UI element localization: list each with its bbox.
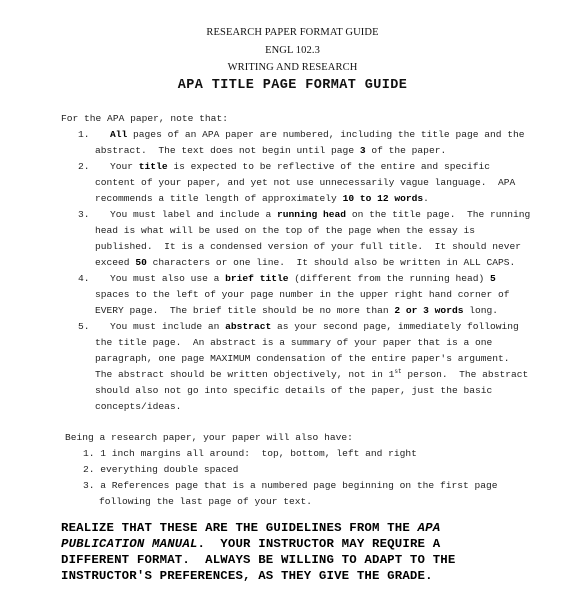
line-text: recommends a title length of approximately [95,193,343,204]
header-course-guide: RESEARCH PAPER FORMAT GUIDE [206,27,379,38]
line-text: as your second page, immediately following [271,321,519,332]
research-intro: Being a research paper, your paper will also have: [65,432,353,443]
line-text: The abstract should be written objectively, not in 1 [95,369,395,380]
research-item-1: 1. 1 inch margins all around: top, bottom, left and right [83,448,417,459]
notice-line: INSTRUCTOR'S PREFERENCES, AS THEY GIVE THE GRADE. [61,569,433,583]
line-text: long. [463,305,499,316]
line-text: . [423,193,429,204]
list-line: should also not go into specific details of the paper, just the basic [95,385,493,396]
emphasis-text: title [138,161,168,172]
line-text: EVERY page. The brief title should be no more than [95,305,395,316]
list-line [95,257,515,268]
emphasis-text: All [110,129,128,140]
emphasis-text: 5 [490,273,496,284]
line-text: of the paper. [365,145,447,156]
list-line [95,145,446,156]
notice-text: . YOUR INSTRUCTOR MAY REQUIRE A [197,537,441,551]
list-number: 4. [78,273,90,284]
header-course-name: WRITING AND RESEARCH [227,62,358,73]
list-line [95,369,528,380]
line-text: person. The abstract [401,369,529,380]
list-line [110,209,530,220]
list-line: published. It is a condensed version of your full title. It should never [95,241,522,252]
list-line [95,305,498,316]
page-title: APA TITLE PAGE FORMAT GUIDE [177,78,408,93]
list-line: content of your paper, and yet not use unnecessarily vague language. APA [95,177,516,188]
list-line [110,273,496,284]
line-text: is expected to be reflective of the entire and specific [167,161,490,172]
list-line [95,193,429,204]
line-text: You must also use a [110,273,226,284]
notice-text: REALIZE THAT THESE ARE THE GUIDELINES FROM THE [61,521,418,535]
list-line: spaces to the left of your page number in the upper right hand corner of [95,289,510,300]
research-item-3: 3. a References page that is a numbered page beginning on the first page [83,480,498,491]
line-text: on the title page. The running [346,209,531,220]
notice-line [61,537,440,551]
notice-italic-text: APA [417,521,441,535]
list-line [110,321,519,332]
header-course-code: ENGL 102.3 [265,45,320,56]
research-item-3-cont: following the last page of your text. [99,496,313,507]
list-line: paragraph, one page MAXIMUM condensation of the entire paper's argument. [95,353,510,364]
list-number: 1. [78,129,90,140]
list-number: 5. [78,321,90,332]
emphasis-text: running head [276,209,347,220]
notice-line: DIFFERENT FORMAT. ALWAYS BE WILLING TO ADAPT TO THE [61,553,456,567]
emphasis-text: 10 to 12 words [342,193,424,204]
line-text: (different from the running head) [288,273,491,284]
line-text: Your [110,161,139,172]
list-line: head is what will be used on the top of the page when the essay is [95,225,475,236]
list-line [110,129,525,140]
notice-italic-text: PUBLICATION MANUAL [61,537,198,551]
superscript-text: st [394,367,402,375]
list-line: concepts/ideas. [95,401,182,412]
line-text: You must include an [110,321,226,332]
line-text: You must label and include a [110,209,277,220]
line-text: abstract. The text does not begin until page [95,145,360,156]
notice-line [61,521,440,535]
list-number: 2. [78,161,90,172]
intro-text: For the APA paper, note that: [61,113,228,124]
emphasis-text: brief title [225,273,289,284]
list-number: 3. [78,209,90,220]
list-line [110,161,490,172]
line-text: pages of an APA paper are numbered, including the title page and the [127,129,525,140]
research-item-2: 2. everything double spaced [83,464,239,475]
emphasis-text: 2 or 3 words [394,305,464,316]
emphasis-text: 3 [359,145,366,156]
line-text: characters or one line. It should also be written in ALL CAPS. [146,257,516,268]
emphasis-text: abstract [225,321,272,332]
emphasis-text: 50 [135,257,147,268]
list-line: the title page. An abstract is a summary of your paper that is a one [95,337,493,348]
line-text: exceed [95,257,136,268]
